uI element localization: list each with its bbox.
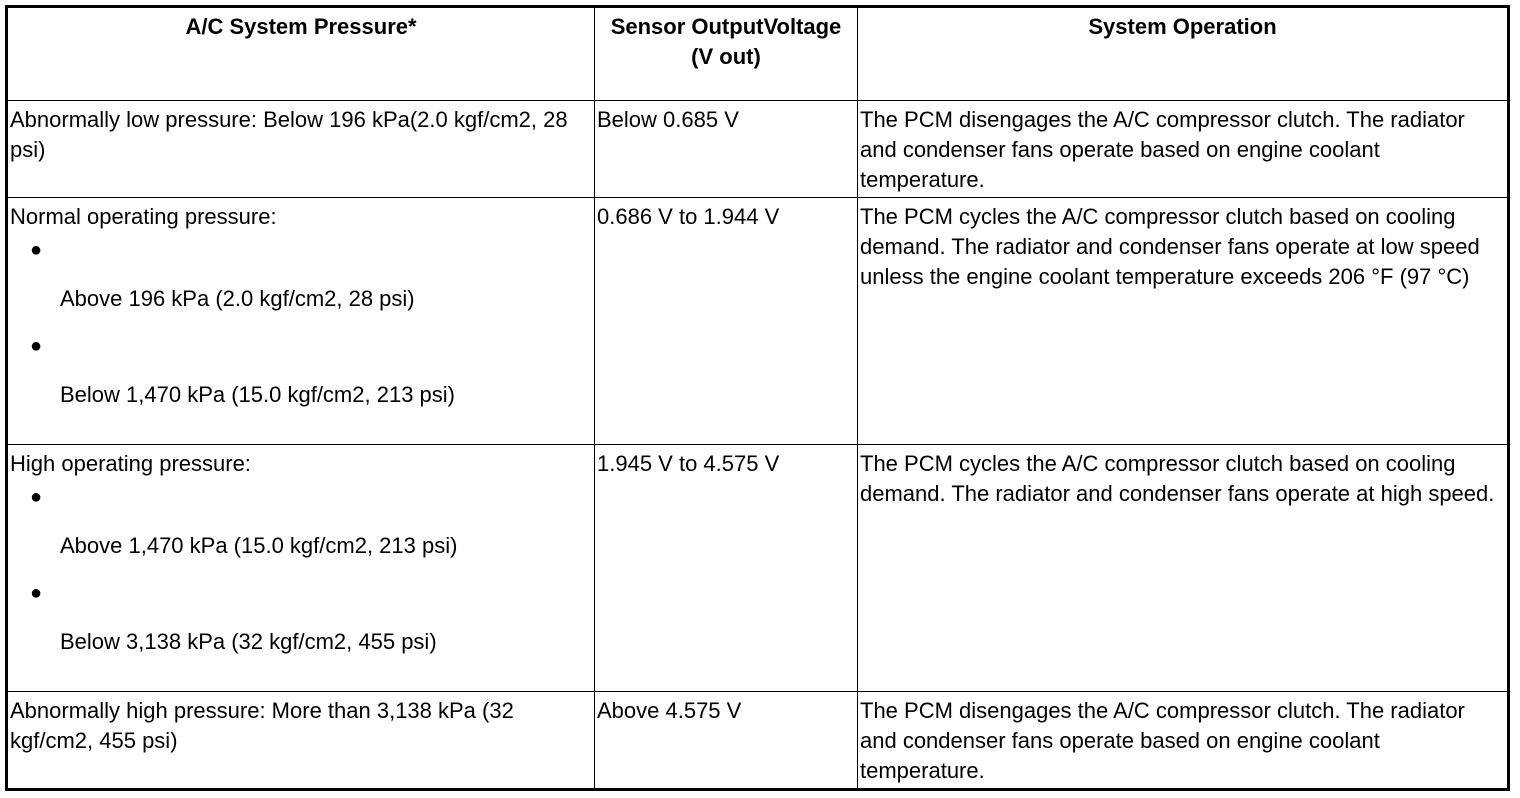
bullet-text: Above 1,470 kPa (15.0 kgf/cm2, 213 psi) xyxy=(60,533,458,558)
bullet-icon: ● xyxy=(30,239,43,261)
voltage-cell: 1.945 V to 4.575 V xyxy=(595,445,858,692)
bullet-text: Below 1,470 kPa (15.0 kgf/cm2, 213 psi) xyxy=(60,382,455,407)
bullet-icon: ● xyxy=(30,486,43,508)
voltage-cell: Above 4.575 V xyxy=(595,692,858,790)
bullet-icon: ● xyxy=(30,582,43,604)
table-row xyxy=(7,692,1509,790)
voltage-cell: 0.686 V to 1.944 V xyxy=(595,198,858,445)
bullet-text: Below 3,138 kPa (32 kgf/cm2, 455 psi) xyxy=(60,629,437,654)
header-sensor-output-voltage: Sensor OutputVoltage (V out) xyxy=(595,7,858,101)
pressure-cell: Abnormally high pressure: More than 3,138 kPa (32 kgf/cm2, 455 psi) xyxy=(7,692,595,790)
bullet-text: Above 196 kPa (2.0 kgf/cm2, 28 psi) xyxy=(60,286,415,311)
pressure-cell xyxy=(7,445,595,692)
table-row xyxy=(7,198,1509,445)
operation-cell: The PCM cycles the A/C compressor clutch based on cooling demand. The radiator and condenser fans operate at low speed unless the engine coolant temperature exceeds 206 °F (97 °C) xyxy=(858,198,1509,445)
pressure-cell xyxy=(7,198,595,445)
pressure-cell: Abnormally low pressure: Below 196 kPa(2.0 kgf/cm2, 28 psi) xyxy=(7,101,595,198)
header-row xyxy=(7,7,1509,101)
operation-cell: The PCM cycles the A/C compressor clutch based on cooling demand. The radiator and condenser fans operate at high speed. xyxy=(858,445,1509,692)
operation-cell: The PCM disengages the A/C compressor clutch. The radiator and condenser fans operate based on engine coolant temperature. xyxy=(858,692,1509,790)
table-row xyxy=(7,101,1509,198)
table-row xyxy=(7,445,1509,692)
operation-cell: The PCM disengages the A/C compressor clutch. The radiator and condenser fans operate based on engine coolant temperature. xyxy=(858,101,1509,198)
voltage-cell: Below 0.685 V xyxy=(595,101,858,198)
ac-pressure-spec-table xyxy=(5,5,1510,791)
list-item xyxy=(10,479,592,561)
list-item xyxy=(10,232,592,314)
list-item xyxy=(10,328,592,410)
header-ac-system-pressure: A/C System Pressure* xyxy=(7,7,595,101)
bullet-icon: ● xyxy=(30,335,43,357)
header-system-operation: System Operation xyxy=(858,7,1509,101)
pressure-heading: Normal operating pressure: xyxy=(10,204,277,229)
pressure-heading: High operating pressure: xyxy=(10,451,251,476)
list-item xyxy=(10,575,592,657)
